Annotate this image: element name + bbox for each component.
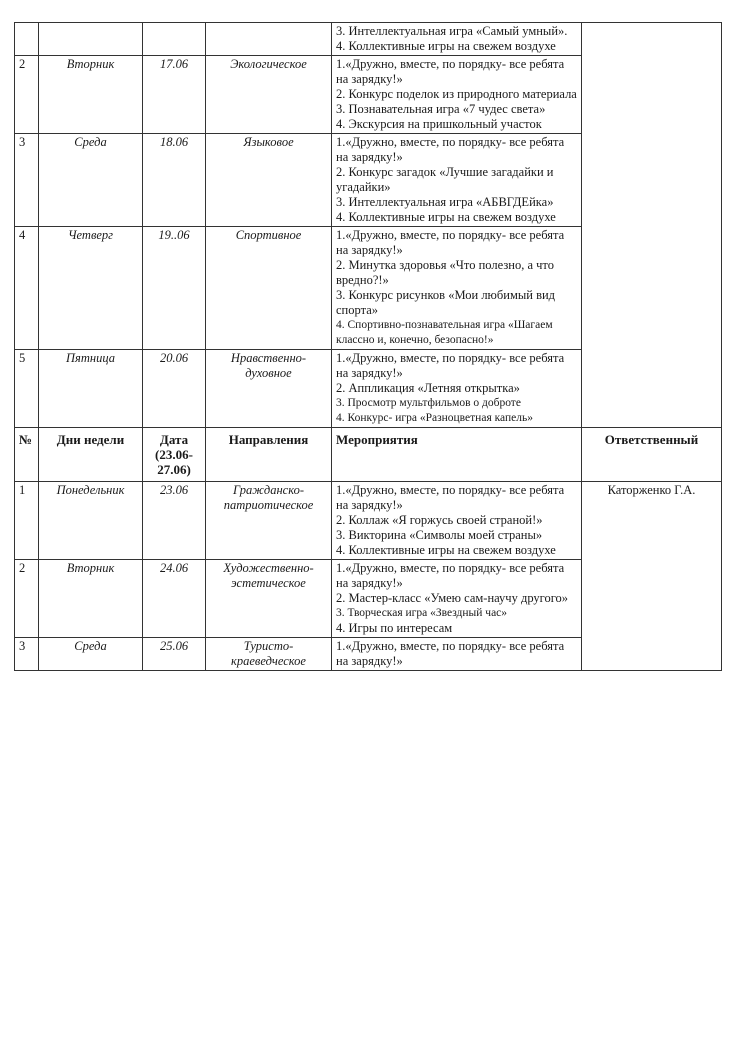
activity-item: 4. Коллективные игры на свежем воздухе [336,543,556,557]
date-cell [143,23,206,56]
schedule-table [14,22,722,671]
day-cell: Вторник [39,560,143,638]
direction-cell: Экологическое [206,56,332,134]
direction-cell: Языковое [206,134,332,227]
activities-cell [332,482,582,560]
date-cell: 20.06 [143,350,206,428]
activity-item: 4. Спортивно-познавательная игра «Шагаем классно и, конечно, безопасно!» [336,319,553,346]
activity-item: 1.«Дружно, вместе, по порядку- все ребята на зарядку!» [336,228,565,257]
activities-cell [332,638,582,671]
activities-cell [332,350,582,428]
responsible-cell [582,23,722,428]
row-number: 5 [15,350,39,428]
day-cell: Среда [39,638,143,671]
table-row [15,482,722,560]
date-cell: 24.06 [143,560,206,638]
activity-item: 3. Творческая игра «Звездный час» [336,607,508,619]
activities-cell [332,560,582,638]
activity-item: 1.«Дружно, вместе, по порядку- все ребята на зарядку!» [336,57,565,86]
direction-cell: Туристо-краеведческое [206,638,332,671]
row-number: 2 [15,56,39,134]
row-number: 4 [15,227,39,350]
direction-cell: Художественно-эстетическое [206,560,332,638]
date-cell: 17.06 [143,56,206,134]
activity-item: 3. Викторина «Символы моей страны» [336,528,543,542]
activity-item: 3. Конкурс рисунков «Мои любимый вид спорта» [336,288,556,317]
responsible-cell: Каторженко Г.А. [582,482,722,671]
day-cell: Вторник [39,56,143,134]
direction-cell: Нравственно-духовное [206,350,332,428]
direction-cell: Спортивное [206,227,332,350]
activity-item: 1.«Дружно, вместе, по порядку- все ребята на зарядку!» [336,135,565,164]
activity-item: 2. Коллаж «Я горжусь своей страной!» [336,513,543,527]
header-direction: Направления [206,428,332,482]
header-date: Дата (23.06-27.06) [143,428,206,482]
day-cell: Понедельник [39,482,143,560]
activity-item: 3. Интеллектуальная игра «АБВГДЕйка» [336,195,554,209]
date-cell: 25.06 [143,638,206,671]
activity-item: 1.«Дружно, вместе, по порядку- все ребята на зарядку!» [336,639,565,668]
table-header-row [15,428,722,482]
activity-item: 2. Аппликация «Летняя открытка» [336,381,520,395]
header-activities: Мероприятия [332,428,582,482]
date-cell: 18.06 [143,134,206,227]
date-cell: 23.06 [143,482,206,560]
day-cell [39,23,143,56]
day-cell: Среда [39,134,143,227]
activity-item: 4. Игры по интересам [336,621,453,635]
activities-cell [332,227,582,350]
activity-item: 2. Конкурс загадок «Лучшие загадайки и угадайки» [336,165,554,194]
activity-item: 3. Интеллектуальная игра «Самый умный». [336,24,568,38]
activity-item: 3. Познавательная игра «7 чудес света» [336,102,546,116]
activity-item: 2. Минутка здоровья «Что полезно, а что вредно?!» [336,258,554,287]
activity-item: 4. Коллективные игры на свежем воздухе [336,39,556,53]
header-day: Дни недели [39,428,143,482]
activity-item: 4. Экскурсия на пришкольный участок [336,117,542,131]
header-responsible: Ответственный [582,428,722,482]
header-number: № [15,428,39,482]
activity-item: 4. Коллективные игры на свежем воздухе [336,210,556,224]
table-row [15,23,722,56]
activities-cell [332,23,582,56]
row-number: 3 [15,134,39,227]
row-number [15,23,39,56]
day-cell: Пятница [39,350,143,428]
activity-item: 2. Конкурс поделок из природного материала [336,87,577,101]
row-number: 1 [15,482,39,560]
date-cell: 19..06 [143,227,206,350]
activities-cell [332,134,582,227]
activity-item: 1.«Дружно, вместе, по порядку- все ребята на зарядку!» [336,561,565,590]
activity-item: 3. Просмотр мультфильмов о доброте [336,397,521,409]
activities-cell [332,56,582,134]
activity-item: 2. Мастер-класс «Умею сам-научу другого» [336,591,569,605]
direction-cell [206,23,332,56]
activity-item: 4. Конкурс- игра «Разноцветная капель» [336,412,533,424]
row-number: 2 [15,560,39,638]
day-cell: Четверг [39,227,143,350]
row-number: 3 [15,638,39,671]
activity-item: 1.«Дружно, вместе, по порядку- все ребята на зарядку!» [336,483,565,512]
activity-item: 1.«Дружно, вместе, по порядку- все ребята на зарядку!» [336,351,565,380]
direction-cell: Гражданско-патриотическое [206,482,332,560]
